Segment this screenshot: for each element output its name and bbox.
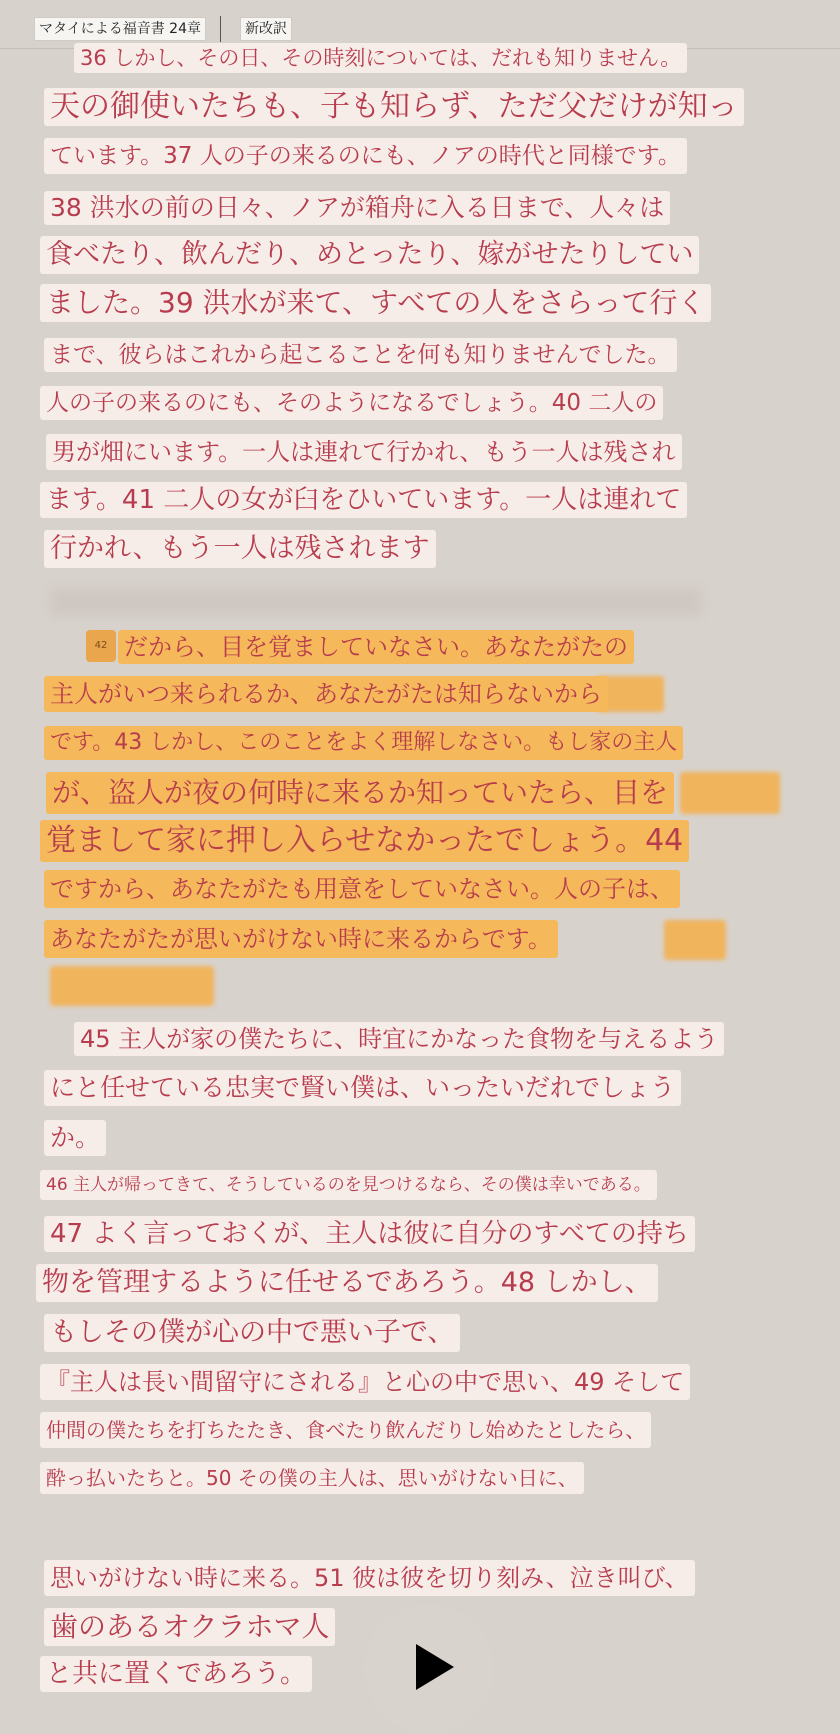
text-line: 45 主人が家の僕たちに、時宜にかなった食物を与えるよう <box>74 1022 724 1056</box>
highlighted-text-line: です。43 しかし、このことをよく理解しなさい。もし家の主人 <box>44 726 683 760</box>
highlighted-text-line: あなたがたが思いがけない時に来るからです。 <box>44 920 558 958</box>
text-cursor <box>220 16 221 42</box>
text-line: 46 主人が帰ってきて、そうしているのを見つけるなら、その僕は幸いである。 <box>40 1170 657 1200</box>
highlighted-text-line: が、盗人が夜の何時に来るか知っていたら、目を <box>46 772 674 814</box>
highlight-smudge <box>680 772 780 814</box>
text-line: まで、彼らはこれから起こることを何も知りませんでした。 <box>44 338 677 372</box>
text-line: 酔っ払いたちと。50 その僕の主人は、思いがけない日に、 <box>40 1462 584 1494</box>
highlighted-text-line: 覚まして家に押し入らせなかったでしょう。44 <box>40 820 689 862</box>
text-line: 仲間の僕たちを打ちたたき、食べたり飲んだりし始めたとしたら、 <box>40 1412 651 1448</box>
top-bar <box>0 0 840 49</box>
text-line: ます。41 二人の女が臼をひいています。一人は連れて <box>40 482 687 518</box>
highlighted-text-line: ですから、あなたがたも用意をしていなさい。人の子は、 <box>44 870 680 908</box>
highlight-smudge <box>664 920 726 960</box>
text-line: か。 <box>44 1120 106 1156</box>
text-line: 物を管理するように任せるであろう。48 しかし、 <box>36 1264 658 1302</box>
highlighted-text-line: だから、目を覚ましていなさい。あなたがたの <box>118 630 634 664</box>
text-line: にと任せている忠実で賢い僕は、いったいだれでしょう <box>44 1070 681 1106</box>
text-line: 男が畑にいます。一人は連れて行かれ、もう一人は残され <box>46 434 682 470</box>
text-line: 人の子の来るのにも、そのようになるでしょう。40 二人の <box>40 386 663 420</box>
text-line: 歯のあるオクラホマ人 <box>44 1608 335 1646</box>
blurred-text-line <box>50 588 702 616</box>
text-line: 思いがけない時に来る。51 彼は彼を切り刻み、泣き叫び、 <box>44 1560 695 1596</box>
text-line: もしその僕が心の中で悪い子で、 <box>44 1314 460 1352</box>
highlighted-text-line: 主人がいつ来られるか、あなたがたは知らないから <box>44 676 608 712</box>
text-line: 38 洪水の前の日々、ノアが箱舟に入る日まで、人々は <box>44 191 670 225</box>
verse-number-badge: 42 <box>86 630 116 662</box>
text-line: ました。39 洪水が来て、すべての人をさらって行く <box>40 284 711 322</box>
translation-tab[interactable]: 新改訳 <box>240 17 292 41</box>
text-line: 行かれ、もう一人は残されます <box>44 530 436 568</box>
book-title-tab[interactable]: マタイによる福音書 24章 <box>34 17 206 41</box>
text-line: 食べたり、飲んだり、めとったり、嫁がせたりしてい <box>40 236 699 274</box>
play-icon[interactable] <box>416 1644 454 1690</box>
highlight-smudge <box>50 966 214 1006</box>
text-line: と共に置くであろう。 <box>40 1656 312 1692</box>
text-line: ています。37 人の子の来るのにも、ノアの時代と同様です。 <box>44 138 687 174</box>
text-line: 『主人は長い間留守にされる』と心の中で思い、49 そして <box>40 1364 690 1400</box>
text-line: 36 しかし、その日、その時刻については、だれも知りません。 <box>74 43 687 73</box>
text-line: 天の御使いたちも、子も知らず、ただ父だけが知っ <box>44 88 744 126</box>
text-line: 47 よく言っておくが、主人は彼に自分のすべての持ち <box>44 1216 695 1252</box>
